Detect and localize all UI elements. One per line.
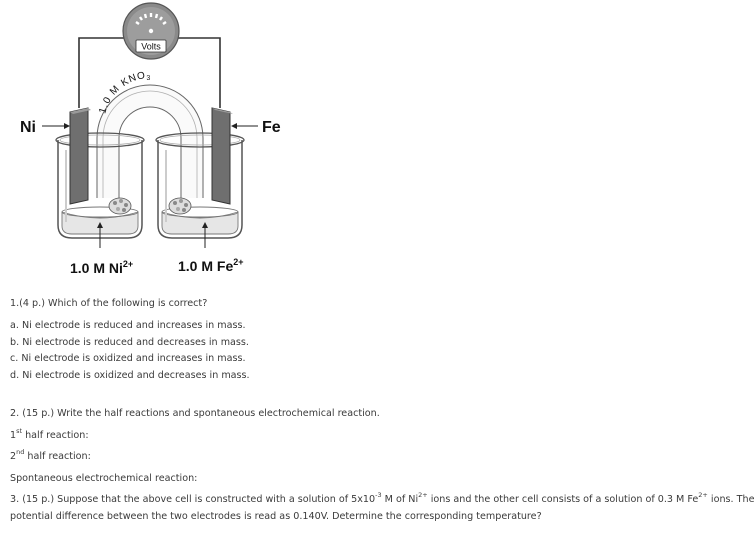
bridge-plug-right: [169, 198, 191, 214]
fe-label: Fe: [262, 119, 281, 136]
voltmeter-label: Volts: [141, 41, 161, 52]
voltmeter: [123, 3, 179, 59]
q3-text-line1: 3. (15 p.) Suppose that the above cell is constructed with a solution of $5x10^{-3}$ M of $Ni^{2+}$ ions and the other cell consists of a solution of 0.3 M $Fe^{2+}$ ions. The: [10, 490, 754, 505]
fe-electrode: [212, 108, 233, 204]
q2-first-half-reaction: 1st half reaction:: [10, 426, 89, 441]
q1-stem: 1.(4 p.) Which of the following is correct?: [10, 298, 208, 309]
fe-solution-label: 1.0 M $Fe^{2+}$: [178, 257, 244, 274]
ni-label: Ni: [20, 119, 36, 136]
ni-solution-label: 1.0 M $Ni^{2+}$: [70, 259, 134, 276]
electrochemical-cell-figure: [0, 0, 300, 290]
q2-second-half-reaction: 2nd half reaction:: [10, 447, 91, 462]
q2-spontaneous-reaction: Spontaneous electrochemical reaction:: [10, 473, 198, 484]
q1-option-d[interactable]: d. Ni electrode is oxidized and decreases in mass.: [10, 370, 250, 381]
ni-electrode: [70, 108, 91, 204]
q1-option-c[interactable]: c. Ni electrode is oxidized and increases in mass.: [10, 353, 246, 364]
ni-arrow: [42, 123, 70, 129]
q2-stem: 2. (15 p.) Write the half reactions and spontaneous electrochemical reaction.: [10, 408, 380, 419]
q1-option-a[interactable]: a. Ni electrode is reduced and increases in mass.: [10, 320, 246, 331]
q3-text-line2: potential difference between the two electrodes is read as 0.140V. Determine the corresponding temperature?: [10, 511, 542, 522]
q1-option-b[interactable]: b. Ni electrode is reduced and decreases in mass.: [10, 337, 249, 348]
salt-bridge-label: 1.0 M $KNO_3$: [97, 70, 152, 115]
bridge-plug-left: [109, 198, 131, 214]
fe-arrow: [231, 123, 258, 129]
